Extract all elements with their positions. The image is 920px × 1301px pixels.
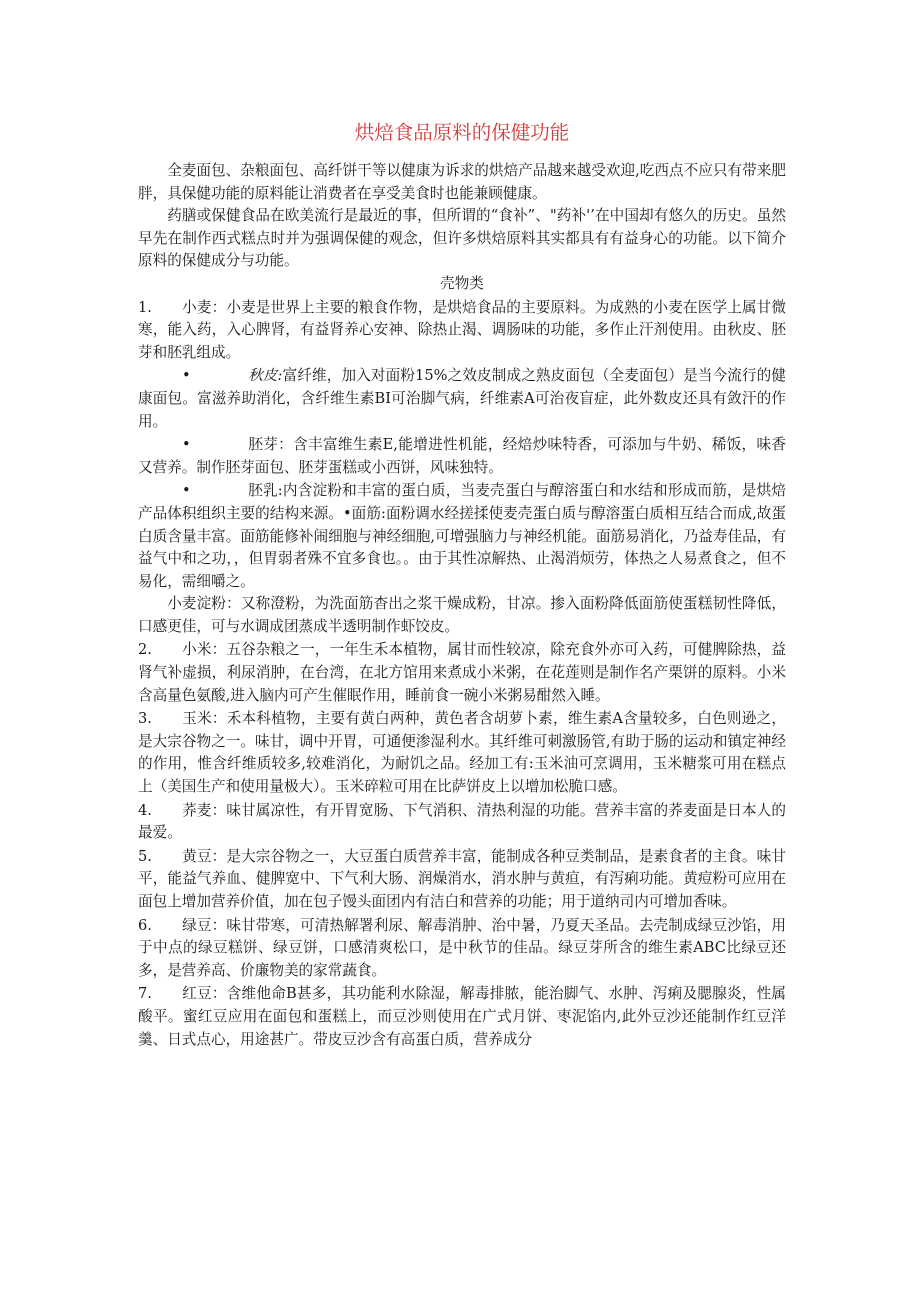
document-title: 烘焙食品原料的保健功能 <box>354 121 570 144</box>
item-number: 6. <box>138 916 152 934</box>
bullet-endosperm <box>138 480 786 593</box>
section-heading: 壳物类 <box>440 274 484 292</box>
bullet-text: 胚芽：含丰富维生素E,能增进性机能，经焙炒味特香，可添加与牛奶、稀饭，味香又营养。制作胚芽面包、胚芽蛋糕或小西饼，风味独特。 <box>138 436 786 476</box>
list-item-wheat <box>138 297 786 365</box>
item-number: 2. <box>138 641 152 659</box>
list-item-buckwheat <box>138 800 786 845</box>
wheat-starch-paragraph: 小麦淀粉：又称澄粉，为洗面筋杳出之浆干燥成粉，甘凉。掺入面粉降低面筋使蛋糕韧性降低，口感更佳，可与水调成团蒸成半透明制作虾饺皮。 <box>138 595 786 635</box>
bullet-mark: • <box>182 436 191 454</box>
bullet-mark: • <box>182 482 191 500</box>
item-text: 红豆：含维他命B甚多，其功能利水除湿，解毒排脓，能治脚气、水肿、泻痢及腮腺炎，性属酸平。蜜红豆应用在面包和蛋糕上，而豆沙则使用在广式月饼、枣泥馅内,此外豆沙还能制作红豆洋羹、日式点心，用途甚广。带皮豆沙含有高蛋白质，营养成分 <box>138 985 786 1048</box>
bullet-bran <box>138 365 786 433</box>
list-item-red-bean <box>138 983 786 1051</box>
bullet-germ <box>138 434 786 479</box>
list-item-corn <box>138 708 786 798</box>
item-text: 荞麦：味甘属凉性，有开胃宽肠、下气消积、清热利湿的功能。营养丰富的荞麦面是日本人的最爱。 <box>138 801 786 842</box>
item-text: 黄豆：是大宗谷物之一，大豆蛋白质营养丰富，能制成各种豆类制品，是素食者的主食。味甘平，能益气养血、健脾宽中、下气利大肠、润燥消水，消水肿与黄疸，有泻痢功能。黄痘粉可应用在面包上增加营养价值，加在包子馒头面团内有洁白和营养的功能；用于道纳司内可增加香味。 <box>138 847 786 910</box>
item-text: 小麦：小麦是世界上主要的粮食作物，是烘焙食品的主要原料。为成熟的小麦在医学上属甘微寒，能入药，入心脾肾，有益肾养心安神、除热止渴、调肠味的功能，多作止汗剂使用。由秋皮、胚芽和胚乳组成。 <box>138 298 786 361</box>
bullet-text: 胚乳:内含淀粉和丰富的蛋白质，当麦壳蛋白与醇溶蛋白和水结和形成而筋，是烘焙产品体积组织主要的结构来源。•面筋:面粉调水经搓揉使麦壳蛋白质与醇溶蛋白质相互结合而成,故蛋白质含量丰富。面筋能修补闹细胞与神经细胞,可增强脑力与神经机能。面筋易消化，乃益寿佳品，有益气中和之功，，但胃弱者殊不宜多食也。。由于其性凉解热、止渴消烦劳，体热之人易煮食之，但不易化，需细嚼之。 <box>138 482 786 590</box>
bullet-mark: • <box>182 367 191 385</box>
list-item-mung-bean <box>138 915 786 983</box>
intro-paragraph-2: 药膳或保健食品在欧美流行是最近的事，但所谓的“食补”、"药补'’在中国却有悠久的历史。虽然早先在制作西式糕点时并为强调保健的观念，但许多烘焙原料其实都具有有益身心的功能。以下简介原料的保健成分与功能。 <box>138 207 786 270</box>
intro-paragraph-1: 全麦面包、杂粮面包、高纤饼干等以健康为诉求的烘焙产品越来越受欢迎,吃西点不应只有带来肥胖，具保健功能的原料能让消费者在享受美食时也能兼顾健康。 <box>138 162 786 202</box>
item-text: 玉米：禾本科植物，主要有黄白两种，黄色者含胡萝卜素，维生素A含量较多，白色则逊之，是大宗谷物之一。味甘，调中开胃，可通便渗湿利水。其纤维可刺激肠管,有助于肠的运动和镇定神经的作用，惟含纤维质较多,较难消化，为耐饥之品。经加工有:玉米油可烹调用，玉米糖浆可用在糕点上（美国生产和使用量极大）。玉米碎粒可用在比萨饼皮上以增加松脆口感。 <box>138 710 786 796</box>
bullet-text: 富纤维，加入对面粉15%之效皮制成之熟皮面包（全麦面包）是当今流行的健康面包。富滋养助消化，含纤维生素BI可治脚气病，纤维素A可治夜盲症，此外数皮还具有敛汗的作用。 <box>138 367 786 430</box>
bullet-label: 秋皮: <box>248 367 283 385</box>
list-item-soybean <box>138 846 786 914</box>
item-number: 5. <box>138 847 152 865</box>
item-number: 7. <box>138 985 152 1003</box>
document-page <box>138 112 786 1051</box>
item-text: 小米：五谷杂粮之一，一年生禾本植物，属甘而性较凉，除充食外亦可入药，可健脾除热，益肾气补虚损，利尿消肿，在台湾，在北方馆用来煮成小米粥，在花莲则是制作名产栗饼的原料。小米含高量色氨酸,进入脑内可产生催眠作用，睡前食一碗小米粥易酣然入睡。 <box>138 641 786 704</box>
item-number: 3. <box>138 710 152 728</box>
item-number: 1. <box>138 298 152 316</box>
item-number: 4. <box>138 801 152 819</box>
item-text: 绿豆：味甘带寒，可清热解署利尿、解毒消肿、治中暑，乃夏天圣品。去壳制成绿豆沙馅，用于中点的绿豆糕饼、绿豆饼，口感清爽松口，是中秋节的佳品。绿豆芽所含的维生素ABC比绿豆还多，是营养高、价廉物美的家常蔬食。 <box>138 916 786 979</box>
list-item-millet <box>138 639 786 707</box>
